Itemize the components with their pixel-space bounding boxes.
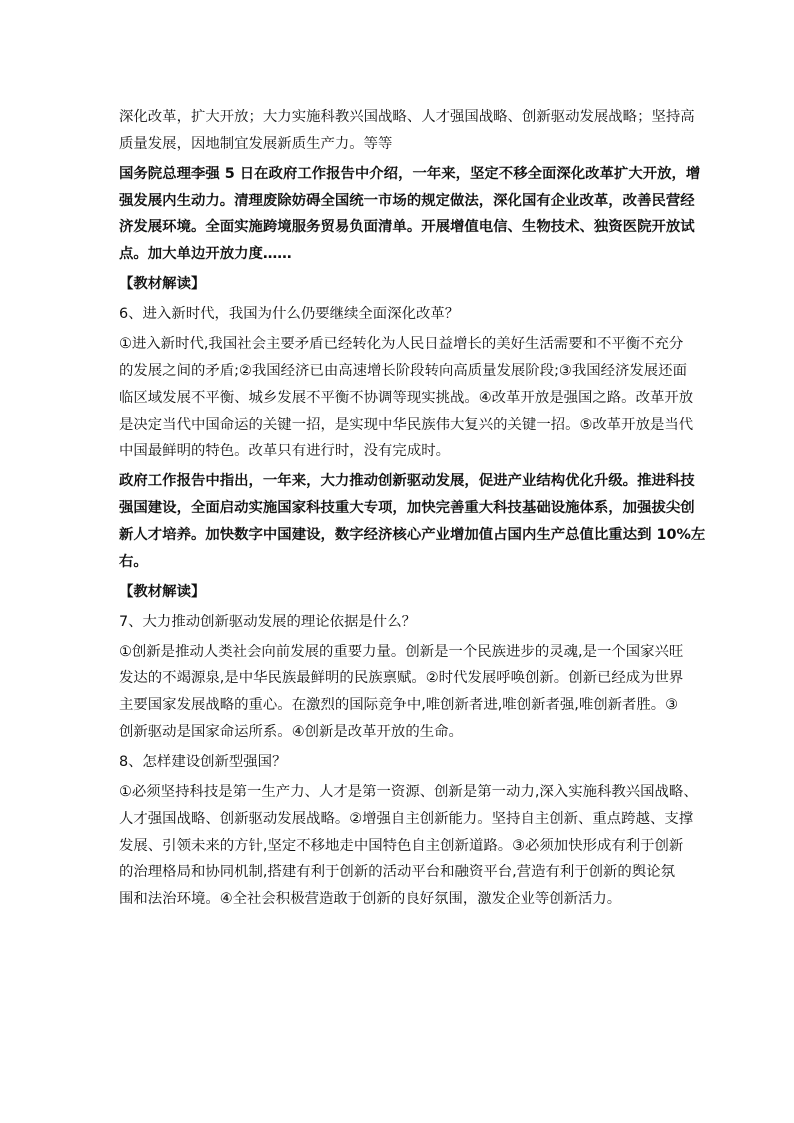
text-line: 发达的不竭源泉,是中华民族最鲜明的民族禀赋。②时代发展呼唤创新。创新已经成为世界 bbox=[119, 670, 684, 687]
text-line: ①必须坚持科技是第一生产力、人才是第一资源、创新是第一动力,深入实施科教兴国战略、 bbox=[119, 784, 698, 800]
answer-8 bbox=[119, 779, 698, 913]
question-7: 7、大力推动创新驱动发展的理论依据是什么？ bbox=[119, 613, 416, 630]
text-line: 中国最鲜明的特色。改革只有进行时，没有完成时。 bbox=[119, 443, 450, 460]
text-line: 国务院总理李强 5 日在政府工作报告中介绍，一年来，坚定不移全面深化改革扩大开放，增 bbox=[119, 165, 701, 182]
document-body bbox=[119, 104, 706, 916]
text-line: 临区域发展不平衡、城乡发展不平衡不协调等现实挑战。④改革开放是强国之路。改革开放 bbox=[119, 389, 694, 406]
text-line: 政府工作报告中指出，一年来，大力推动创新驱动发展，促进产业结构优化升级。推进科技 bbox=[119, 473, 695, 490]
text-line: 的治理格局和协同机制,搭建有利于创新的活动平台和融资平台,营造有利于创新的舆论氛 bbox=[119, 864, 675, 881]
text-line: 深化改革，扩大开放；大力实施科教兴国战略、人才强国战略、创新驱动发展战略；坚持高 bbox=[119, 109, 695, 125]
text-line: 人才强国战略、创新驱动发展战略。②增强自主创新能力。坚持自主创新、重点跨越、支撑 bbox=[119, 810, 694, 827]
text-line: 的发展之间的矛盾;②我国经济已由高速增长阶段转向高质量发展阶段;③我国经济发展还面 bbox=[119, 362, 687, 379]
text-line: 是决定当代中国命运的关键一招，是实现中华民族伟大复兴的关键一招。⑤改革开放是当代 bbox=[119, 416, 694, 433]
paragraph-government-report-reform bbox=[119, 161, 701, 268]
text-line: 强发展内生动力。清理废除妨碍全国统一市场的规定做法，深化国有企业改革，改善民营经 bbox=[119, 192, 695, 209]
text-line: 点。加大单边开放力度…… bbox=[119, 246, 292, 263]
paragraph-reform-summary bbox=[119, 104, 695, 158]
text-line: 济发展环境。全面实施跨境服务贸易负面清单。开展增值电信、生物技术、独资医院开放试 bbox=[119, 219, 695, 236]
question-8: 8、怎样建设创新型强国？ bbox=[119, 754, 287, 771]
answer-7 bbox=[119, 639, 684, 746]
answer-6 bbox=[119, 331, 694, 465]
text-line: ①创新是推动人类社会向前发展的重要力量。创新是一个民族进步的灵魂,是一个国家兴旺 bbox=[119, 643, 684, 660]
text-line: 强国建设，全面启动实施国家科技重大专项，加快完善重大科技基础设施体系，加强拔尖创 bbox=[119, 500, 695, 517]
question-6: 6、进入新时代，我国为什么仍要继续全面深化改革？ bbox=[119, 306, 460, 323]
text-line: 新人才培养。加快数字中国建设，数字经济核心产业增加值占国内生产总值比重达到 10%左 bbox=[119, 526, 706, 543]
section-heading-textbook-interpretation: 【教材解读】 bbox=[119, 276, 206, 293]
text-line: ①进入新时代,我国社会主要矛盾已经转化为人民日益增长的美好生活需要和不平衡不充分 bbox=[119, 336, 684, 353]
section-heading-textbook-interpretation-2: 【教材解读】 bbox=[119, 583, 206, 600]
text-line: 质量发展，因地制宜发展新质生产力。等等 bbox=[119, 135, 393, 152]
text-line: 发展、引领未来的方针,坚定不移地走中国特色自主创新道路。③必须加快形成有利于创新 bbox=[119, 837, 684, 854]
text-line: 右。 bbox=[119, 553, 148, 570]
text-line: 围和法治环境。④全社会积极营造敢于创新的良好氛围，激发企业等创新活力。 bbox=[119, 891, 622, 908]
text-line: 创新驱动是国家命运所系。④创新是改革开放的生命。 bbox=[119, 724, 463, 741]
text-line: 主要国家发展战略的重心。在激烈的国际竞争中,唯创新者进,唯创新者强,唯创新者胜。③ bbox=[119, 697, 679, 714]
paragraph-government-report-innovation bbox=[119, 468, 706, 575]
